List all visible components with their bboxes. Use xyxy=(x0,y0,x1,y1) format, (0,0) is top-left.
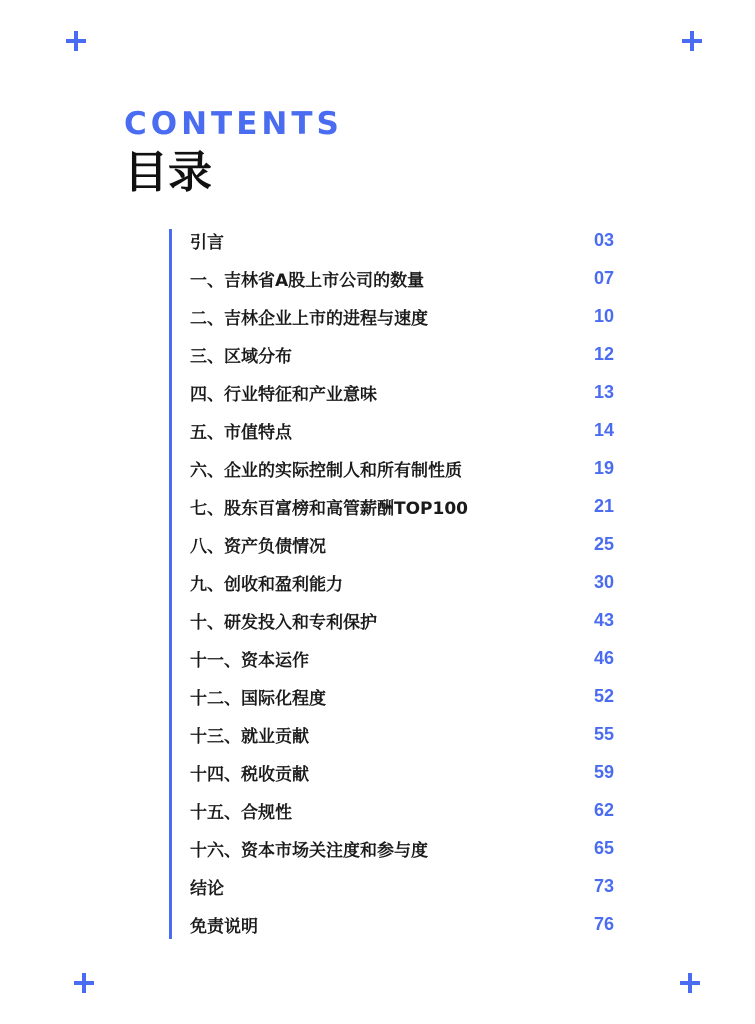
toc-item-2[interactable] xyxy=(190,297,614,335)
contents-title: CONTENTS xyxy=(124,106,343,142)
toc-item-3[interactable] xyxy=(190,335,614,373)
toc-item-page: 10 xyxy=(593,305,614,326)
toc-item-page: 65 xyxy=(593,837,614,858)
toc-item-label: 八、资产负债情况 xyxy=(190,536,326,557)
toc-item-label: 六、企业的实际控制人和所有制性质 xyxy=(190,460,462,481)
toc-item-label: 十四、税收贡献 xyxy=(190,764,309,785)
toc-item-5[interactable] xyxy=(190,411,614,449)
toc-item-12[interactable] xyxy=(190,677,614,715)
plus-icon xyxy=(66,31,86,51)
toc-item-intro[interactable] xyxy=(190,221,614,259)
toc-item-label: 五、市值特点 xyxy=(190,422,292,443)
plus-icon xyxy=(680,973,700,993)
toc-item-11[interactable] xyxy=(190,639,614,677)
toc-item-page: 21 xyxy=(593,495,614,516)
page-title: 目录 xyxy=(124,147,212,198)
table-of-contents xyxy=(190,221,614,943)
toc-item-1[interactable] xyxy=(190,259,614,297)
toc-item-label: 免责说明 xyxy=(190,916,258,937)
toc-item-page: 12 xyxy=(593,343,614,364)
toc-item-7[interactable] xyxy=(190,487,614,525)
toc-item-page: 03 xyxy=(593,229,614,250)
toc-item-page: 13 xyxy=(593,381,614,402)
toc-item-4[interactable] xyxy=(190,373,614,411)
toc-item-page: 30 xyxy=(593,571,614,592)
toc-item-page: 59 xyxy=(593,761,614,782)
toc-item-10[interactable] xyxy=(190,601,614,639)
toc-item-15[interactable] xyxy=(190,791,614,829)
toc-item-page: 19 xyxy=(593,457,614,478)
toc-item-page: 76 xyxy=(593,913,614,934)
toc-item-6[interactable] xyxy=(190,449,614,487)
toc-item-page: 43 xyxy=(593,609,614,630)
toc-item-conclusion[interactable] xyxy=(190,867,614,905)
toc-item-8[interactable] xyxy=(190,525,614,563)
toc-item-page: 07 xyxy=(593,267,614,288)
toc-item-16[interactable] xyxy=(190,829,614,867)
plus-icon xyxy=(74,973,94,993)
toc-item-page: 25 xyxy=(593,533,614,554)
toc-item-label: 一、吉林省A股上市公司的数量 xyxy=(190,270,425,291)
toc-item-14[interactable] xyxy=(190,753,614,791)
toc-item-label: 十二、国际化程度 xyxy=(190,688,326,709)
plus-icon xyxy=(682,31,702,51)
toc-item-page: 14 xyxy=(593,419,614,440)
toc-item-label: 九、创收和盈利能力 xyxy=(190,574,343,595)
toc-item-label: 三、区域分布 xyxy=(190,346,292,367)
toc-item-label: 四、行业特征和产业意味 xyxy=(190,384,377,405)
toc-item-label: 七、股东百富榜和高管薪酬TOP100 xyxy=(190,498,468,519)
toc-item-label: 引言 xyxy=(190,232,224,253)
toc-item-label: 十三、就业贡献 xyxy=(190,726,309,747)
toc-item-page: 55 xyxy=(593,723,614,744)
toc-item-page: 73 xyxy=(593,875,614,896)
toc-item-13[interactable] xyxy=(190,715,614,753)
toc-item-disclaimer[interactable] xyxy=(190,905,614,943)
toc-item-page: 62 xyxy=(593,799,614,820)
toc-item-page: 52 xyxy=(593,685,614,706)
toc-item-9[interactable] xyxy=(190,563,614,601)
toc-item-label: 二、吉林企业上市的进程与速度 xyxy=(190,308,428,329)
toc-item-label: 结论 xyxy=(190,878,224,899)
toc-divider xyxy=(169,229,172,939)
toc-item-label: 十一、资本运作 xyxy=(190,650,309,671)
toc-item-label: 十、研发投入和专利保护 xyxy=(190,612,377,633)
toc-item-label: 十六、资本市场关注度和参与度 xyxy=(190,840,428,861)
toc-item-page: 46 xyxy=(593,647,614,668)
toc-item-label: 十五、合规性 xyxy=(190,802,292,823)
